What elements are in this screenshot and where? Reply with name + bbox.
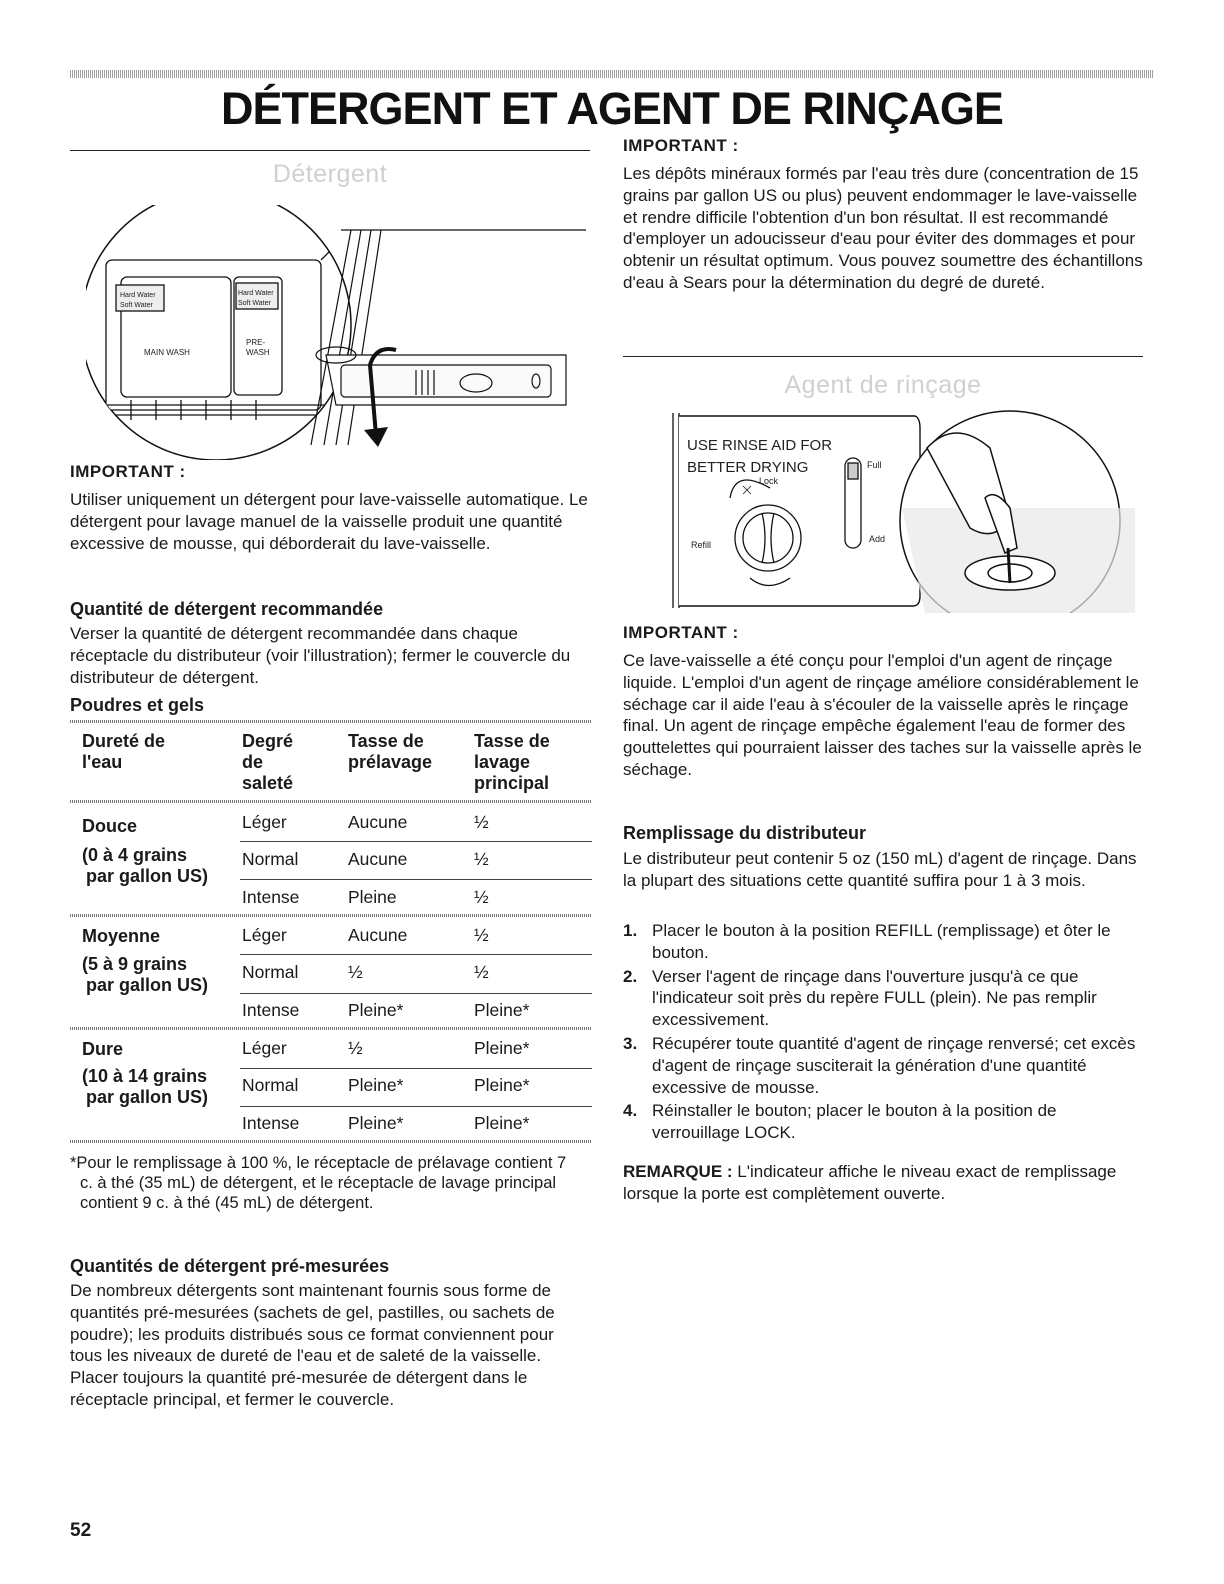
table-cell: Pleine	[348, 887, 397, 907]
add-label: Add	[869, 534, 886, 544]
rinse-instruction-line2: BETTER DRYING	[687, 459, 809, 476]
rinse-instruction-line1: USE RINSE AID FOR	[687, 437, 833, 454]
table-header-prewash: Tasse de prélavage	[348, 731, 433, 772]
table-cell: Léger	[242, 812, 287, 832]
table-cell: Pleine*	[348, 1000, 404, 1020]
table-cell: Léger	[242, 1038, 287, 1058]
lock-label: Lock	[759, 476, 779, 486]
recommended-heading: Quantité de détergent recommandée	[70, 599, 384, 619]
table-cell: Pleine*	[474, 1038, 530, 1058]
premeasured-text: De nombreux détergents sont maintenant fournis sous forme de quantités pré-mesurées (sachets de gel, pastilles, ou sachets de poudre); les produits distribués sous ce format conviennent pour tous les niveaux de dureté de l'eau et de saleté de la vaisselle. Placer toujours la quantité pré-mesurée de détergent dans le réceptacle principal, et fermer le couvercle.	[70, 1281, 555, 1409]
table-cell: ½	[474, 962, 489, 982]
soft-water-label: Soft Water	[120, 302, 153, 309]
table-cell: Intense	[242, 1113, 300, 1133]
table-row-line	[240, 993, 592, 994]
page-number: 52	[70, 1520, 92, 1541]
group-name: Moyenne	[82, 926, 161, 946]
left-important-label: IMPORTANT :	[70, 462, 186, 481]
page-title: DÉTERGENT ET AGENT DE RINÇAGE	[221, 83, 1003, 134]
table-group-rule	[70, 1027, 592, 1030]
table-footnote: *Pour le remplissage à 100 %, le réceptacle de prélavage contient 7 c. à thé (35 mL) de détergent, et le réceptacle de lavage principal contient 9 c. à thé (45 mL) de détergent.	[70, 1154, 567, 1212]
table-header-mainwash: Tasse de lavage principal	[474, 731, 550, 793]
soft-water-label-2: Soft Water	[238, 300, 271, 307]
rinse-aid-dispenser-illustration	[665, 408, 1145, 613]
group-name: Douce	[82, 816, 138, 836]
main-wash-label: MAIN WASH	[144, 348, 190, 357]
hard-water-label-2: Hard Water	[238, 290, 274, 297]
step-item: 1. Placer le bouton à la position REFILL (remplissage) et ôter le bouton.	[623, 921, 1111, 962]
group-name: Dure	[82, 1039, 124, 1059]
pre-wash-label-1: PRE-	[246, 338, 266, 347]
step-item: 4. Réinstaller le bouton; placer le bouton à la position de verrouillage LOCK.	[623, 1101, 1057, 1143]
hard-water-label: Hard Water	[120, 292, 156, 299]
group-detail: (5 à 9 grains par gallon US)	[82, 954, 209, 995]
table-cell: Pleine*	[474, 1000, 530, 1020]
table-row-line	[240, 879, 592, 880]
table-cell: Pleine*	[348, 1113, 404, 1133]
table-header-hardness: Dureté de l'eau	[82, 731, 166, 772]
fill-text: Le distributeur peut contenir 5 oz (150 mL) d'agent de rinçage. Dans la plupart des situations cette quantité suffira pour 1 à 3 mois.	[623, 849, 1137, 890]
table-row-line	[240, 954, 592, 955]
table-cell: Pleine*	[348, 1075, 404, 1095]
table-cell: Normal	[242, 849, 299, 869]
table-cell: Aucune	[348, 812, 408, 832]
premeasured-heading: Quantités de détergent pré-mesurées	[70, 1256, 390, 1276]
note-label: REMARQUE :	[623, 1162, 733, 1181]
table-cell: Normal	[242, 1075, 299, 1095]
rinse-aid-section-heading: Agent de rinçage	[784, 371, 982, 399]
table-bottom-rule	[70, 1140, 592, 1143]
note	[623, 1161, 1143, 1205]
top-dotted-rule	[70, 70, 1154, 78]
table-header-rule	[70, 800, 592, 803]
table-cell: ½	[474, 925, 489, 945]
table-cell: Normal	[242, 962, 299, 982]
table-top-rule	[70, 720, 592, 723]
table-group-rule	[70, 914, 592, 917]
step-item: 3. Récupérer toute quantité d'agent de rinçage renversé; cet excès d'agent de rinçage susciterait la génération d'une quantité excessive de mousse.	[623, 1033, 1136, 1097]
right-important-label: IMPORTANT :	[623, 136, 739, 155]
table-cell: ½	[348, 962, 363, 982]
right-rule	[623, 356, 1143, 357]
group-detail: (10 à 14 grains par gallon US)	[82, 1066, 209, 1107]
right-important-text: Les dépôts minéraux formés par l'eau très dure (concentration de 15 grains par gallon US ou plus) peuvent endommager le lave-vaisselle et rendre difficile l'obtention d'un bon résultat. Il est recommandé d'employer un adoucisseur d'eau pour éviter des dommages et pour obtenir un résultat optimum. Vous pouvez soumettre des échantillons d'eau à Sears pour la détermination du degré de dureté.	[623, 164, 1143, 292]
table-cell: ½	[474, 887, 489, 907]
table-cell: Aucune	[348, 925, 408, 945]
table-cell: ½	[348, 1038, 363, 1058]
full-label: Full	[867, 460, 882, 470]
table-cell: Léger	[242, 925, 287, 945]
table-cell: Pleine*	[474, 1113, 530, 1133]
table-cell: Intense	[242, 1000, 300, 1020]
table-cell: ½	[474, 849, 489, 869]
detergent-dispenser-illustration	[86, 205, 586, 460]
table-cell: Intense	[242, 887, 300, 907]
table-row-line	[240, 1106, 592, 1107]
table-cell: ½	[474, 812, 489, 832]
left-top-rule	[70, 150, 590, 151]
table-row-line	[240, 841, 592, 842]
table-row-line	[240, 1068, 592, 1069]
pre-wash-label-2: WASH	[246, 348, 270, 357]
recommended-text: Verser la quantité de détergent recommandée dans chaque réceptacle du distributeur (voir l'illustration); fermer le couvercle du distributeur de détergent.	[70, 624, 571, 687]
table-header-soil: Degré de saleté	[242, 731, 294, 793]
detergent-section-heading: Détergent	[272, 160, 388, 188]
right-important2-label: IMPORTANT :	[623, 623, 739, 642]
fill-heading: Remplissage du distributeur	[623, 823, 867, 843]
powders-heading: Poudres et gels	[70, 695, 205, 715]
step-item: 2. Verser l'agent de rinçage dans l'ouverture jusqu'à ce que l'indicateur soit près du repère FULL (plein). Ne pas remplir excessivement.	[623, 966, 1097, 1030]
right-important2-text: Ce lave-vaisselle a été conçu pour l'emploi d'un agent de rinçage liquide. L'emploi d'un agent de rinçage améliore considérablement le séchage car il aide l'eau à s'écouler de la vaisselle après le rinçage final. Un agent de rinçage empêche également l'eau de former des gouttelettes qui pourraient laisser des taches sur la vaisselle après le séchage.	[623, 651, 1142, 779]
table-cell: Aucune	[348, 849, 408, 869]
note-text: L'indicateur affiche le niveau exact de remplissage lorsque la porte est complètement ouverte.	[623, 1162, 1117, 1203]
left-important-text: Utiliser uniquement un détergent pour lave-vaisselle automatique. Le détergent pour lavage manuel de la vaisselle produit une quantité excessive de mousse, qui déborderait du lave-vaisselle.	[70, 490, 588, 553]
fill-steps	[623, 920, 1143, 1146]
group-detail: (0 à 4 grains par gallon US)	[82, 845, 209, 886]
refill-label: Refill	[691, 540, 712, 550]
table-cell: Pleine*	[474, 1075, 530, 1095]
